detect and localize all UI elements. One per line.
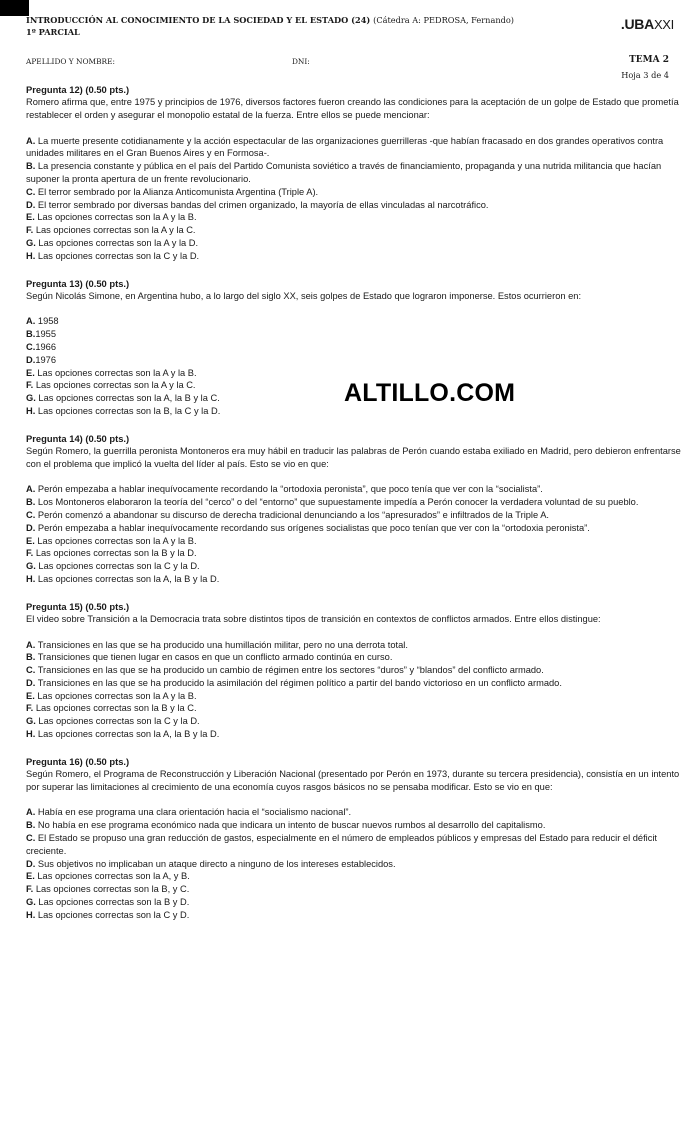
answer-option	[26, 224, 682, 237]
option-letter: A.	[26, 639, 36, 650]
dni-label: DNI:	[292, 57, 310, 66]
question-block	[26, 432, 682, 586]
answer-option	[26, 664, 682, 677]
option-letter: D.	[26, 199, 36, 210]
answer-option	[26, 896, 682, 909]
answer-option	[26, 560, 682, 573]
option-text: Perón empezaba a hablar inequívocamente recordando la “ortodoxia peronista”, que poco tenía que ver con la “socialista”.	[35, 484, 543, 495]
option-text: Los Montoneros elaboraron la teoría del “cerco” o del “entorno” que supuestamente impedía a Perón conocer la verdadera voluntad de su pueblo.	[35, 497, 639, 508]
option-text: Las opciones correctas son la A y la D.	[35, 237, 199, 248]
question-title: Pregunta 16) (0.50 pts.)	[26, 755, 130, 767]
question-stem: Según Nicolás Simone, en Argentina hubo, a lo largo del siglo XX, seis golpes de Estado que lograron imponerse. Estos ocurrieron en:	[26, 290, 582, 301]
option-letter: C.	[26, 665, 36, 676]
option-letter: B.	[26, 329, 36, 340]
answer-option	[26, 832, 682, 858]
option-text: Había en ese programa una clara orientación hacia el “socialismo nacional”.	[35, 807, 352, 818]
option-letter: G.	[26, 716, 36, 727]
answer-option	[26, 715, 682, 728]
answer-option	[26, 250, 682, 263]
option-text: Las opciones correctas son la B, y C.	[33, 884, 190, 895]
option-letter: E.	[26, 212, 35, 223]
question-block	[26, 600, 682, 741]
option-text: Las opciones correctas son la A y la B.	[34, 367, 197, 378]
option-letter: D.	[26, 522, 36, 533]
option-text: Las opciones correctas son la C y la D.	[35, 561, 200, 572]
option-letter: H.	[26, 250, 36, 261]
catedra: (Cátedra A: PEDROSA, Fernando)	[373, 15, 514, 25]
option-text: Las opciones correctas son la A y la C.	[33, 380, 196, 391]
option-letter: H.	[26, 405, 36, 416]
option-letter: F.	[26, 548, 34, 559]
answer-option	[26, 315, 682, 328]
option-letter: C.	[26, 341, 36, 352]
answer-option	[26, 547, 682, 560]
option-letter: D.	[26, 354, 36, 365]
option-letter: E.	[26, 690, 35, 701]
option-text: Perón empezaba a hablar inequívocamente recordando sus orígenes socialistas que poco tenían que ver con la “ortodoxia peronista”.	[35, 522, 590, 533]
option-text: Las opciones correctas son la C y la D.	[35, 716, 200, 727]
course-title	[26, 14, 674, 26]
answer-option	[26, 328, 682, 341]
answer-option	[26, 806, 682, 819]
option-letter: G.	[26, 393, 36, 404]
answer-option	[26, 639, 682, 652]
answer-option	[26, 573, 682, 586]
answer-option	[26, 211, 682, 224]
question-title: Pregunta 14) (0.50 pts.)	[26, 432, 130, 444]
option-letter: A.	[26, 135, 36, 146]
option-text: El terror sembrado por diversas bandas del crimen organizado, la mayoría de ellas vinculadas al narcotráfico.	[35, 199, 489, 210]
answer-option	[26, 135, 682, 161]
option-text: 1966	[35, 341, 56, 352]
questions-list	[26, 83, 682, 936]
option-letter: G.	[26, 237, 36, 248]
option-text: Transiciones que tienen lugar en casos en que un conflicto armado continúa en curso.	[35, 652, 393, 663]
option-letter: D.	[26, 677, 36, 688]
option-text: Las opciones correctas son la A, y B.	[34, 871, 190, 882]
answer-option	[26, 496, 682, 509]
option-letter: A.	[26, 316, 36, 327]
answer-option	[26, 199, 682, 212]
logo-main: .UBA	[620, 16, 654, 32]
option-letter: E.	[26, 871, 35, 882]
option-letter: E.	[26, 535, 35, 546]
answer-option	[26, 483, 682, 496]
option-text: 1958	[35, 316, 59, 327]
option-text: Las opciones correctas son la C y D.	[35, 909, 190, 920]
student-info-row	[26, 55, 669, 69]
question-title: Pregunta 15) (0.50 pts.)	[26, 600, 130, 612]
option-text: Las opciones correctas son la A y la B.	[34, 690, 197, 701]
answer-option	[26, 677, 682, 690]
answer-option	[26, 535, 682, 548]
option-letter: B.	[26, 820, 36, 831]
logo-suffix: XXI	[653, 17, 674, 32]
course-name: INTRODUCCIÓN AL CONOCIMIENTO DE LA SOCIEDAD Y EL ESTADO (24)	[26, 15, 371, 25]
option-text: Transiciones en las que se ha producido la asimilación del régimen político a partir del bando victorioso en un conflicto armado.	[35, 677, 562, 688]
option-text: Las opciones correctas son la B y D.	[35, 897, 190, 908]
option-text: Las opciones correctas son la A y la C.	[33, 225, 196, 236]
question-title: Pregunta 12) (0.50 pts.)	[26, 84, 130, 95]
option-letter: E.	[26, 367, 35, 378]
option-letter: G.	[26, 897, 36, 908]
partial-label: 1º PARCIAL	[26, 27, 80, 37]
answer-option	[26, 909, 682, 922]
option-letter: C.	[26, 509, 36, 520]
question-title: Pregunta 13) (0.50 pts.)	[26, 277, 130, 289]
option-letter: H.	[26, 909, 36, 920]
option-letter: A.	[26, 484, 36, 495]
answer-option	[26, 160, 682, 186]
page-counter: Hoja 3 de 4	[621, 70, 669, 80]
answer-option	[26, 728, 682, 741]
answer-option	[26, 651, 682, 664]
question-stem: Según Romero, el Programa de Reconstrucción y Liberación Nacional (presentado por Perón en 1973, durante su tercera presidencia), consistía en un intento por superar las limitaciones al crecimiento de una economía cuyos rasgos básicos no se pensaba modificar. Esto se vio en que:	[26, 768, 680, 792]
option-text: Las opciones correctas son la B, la C y la D.	[35, 405, 221, 416]
option-text: La muerte presente cotidianamente y la acción espectacular de las organizaciones guerrilleras -que habían fracasado en dos grandes operativos contra unidades militares en el Gran Buenos Aires y en Formosa-.	[26, 135, 664, 159]
option-text: La presencia constante y pública en el país del Partido Comunista soviético a través de financiamiento, propaganda y una nutrida militancia que hacían suponer la pronta apertura de un frente revolucionario.	[26, 161, 662, 184]
question-stem: El video sobre Transición a la Democracia trata sobre distintos tipos de transición en contextos de conflictos armados. Entre ellos distingue:	[26, 613, 601, 624]
question-block	[26, 755, 682, 922]
option-letter: A.	[26, 807, 36, 818]
option-letter: D.	[26, 858, 36, 869]
option-text: Las opciones correctas son la A y la B.	[34, 535, 197, 546]
option-letter: F.	[26, 703, 34, 714]
option-letter: B.	[26, 161, 36, 172]
option-letter: H.	[26, 573, 36, 584]
watermark: ALTILLO.COM	[344, 379, 516, 407]
option-text: No había en ese programa económico nada que indicara un intento de buscar nuevos rumbos al desarrollo del capitalismo.	[35, 820, 546, 831]
answer-option	[26, 237, 682, 250]
option-letter: F.	[26, 225, 34, 236]
option-letter: C.	[26, 833, 36, 844]
option-letter: B.	[26, 497, 36, 508]
option-letter: F.	[26, 884, 34, 895]
option-text: Las opciones correctas son la C y la D.	[35, 250, 200, 261]
question-stem: Romero afirma que, entre 1975 y principios de 1976, diversos factores fueron creando las condiciones para la aceptación de un golpe de Estado que prometía restablecer el orden y asegurar el monopolio estatal de la fuerza. Entre ellos se puede mencionar:	[26, 97, 679, 120]
option-text: Sus objetivos no implicaban un ataque directo a ninguno de los intereses establecidos.	[35, 858, 396, 869]
answer-option	[26, 367, 682, 380]
option-text: Perón comenzó a abandonar su discurso de derecha tradicional denunciando a los “apresurados” e infiltrados de la Triple A.	[35, 509, 550, 520]
answer-option	[26, 883, 682, 896]
option-text: Transiciones en las que se ha producido una humillación militar, pero no una derrota total.	[35, 639, 408, 650]
option-text: Las opciones correctas son la A, la B y la D.	[35, 573, 220, 584]
answer-option	[26, 690, 682, 703]
option-letter: H.	[26, 729, 36, 740]
option-text: Las opciones correctas son la B y la D.	[33, 548, 197, 559]
option-letter: B.	[26, 652, 36, 663]
answer-option	[26, 870, 682, 883]
option-letter: G.	[26, 561, 36, 572]
answer-option	[26, 509, 682, 522]
question-block	[26, 83, 682, 263]
answer-option	[26, 354, 682, 367]
question-stem: Según Romero, la guerrilla peronista Montoneros era muy hábil en traducir las palabras de Perón cuando estaba exiliado en Madrid, pero debieron enfrentarse con el problema que implicó la vuelta del líder al país. Esto se vio en que:	[26, 445, 681, 469]
corner-mark	[0, 0, 29, 16]
answer-option	[26, 858, 682, 871]
option-text: Las opciones correctas son la B y la C.	[33, 703, 197, 714]
apellido-label: APELLIDO Y NOMBRE:	[26, 57, 115, 66]
uba-xxi-logo	[621, 16, 674, 32]
option-text: 1976	[35, 354, 56, 365]
answer-option	[26, 522, 682, 535]
option-text: Las opciones correctas son la A y la B.	[34, 212, 197, 223]
option-text: Las opciones correctas son la A, la B y la D.	[35, 729, 220, 740]
option-text: 1955	[35, 329, 56, 340]
page-header	[26, 14, 674, 40]
option-letter: F.	[26, 380, 34, 391]
answer-option	[26, 819, 682, 832]
answer-option	[26, 341, 682, 354]
option-letter: C.	[26, 186, 36, 197]
option-text: El terror sembrado por la Alianza Anticomunista Argentina (Triple A).	[35, 186, 319, 197]
option-text: Las opciones correctas son la A, la B y la C.	[35, 393, 220, 404]
answer-option	[26, 702, 682, 715]
tema-label: TEMA 2	[629, 55, 669, 65]
answer-option	[26, 186, 682, 199]
option-text: Transiciones en las que se ha producido un cambio de régimen entre los sectores “duros” y “blandos” del conflicto armado.	[35, 665, 544, 676]
option-text: El Estado se propuso una gran reducción de gastos, especialmente en el número de empleados públicos y empresas del Estado para reducir el déficit creciente.	[26, 833, 658, 856]
